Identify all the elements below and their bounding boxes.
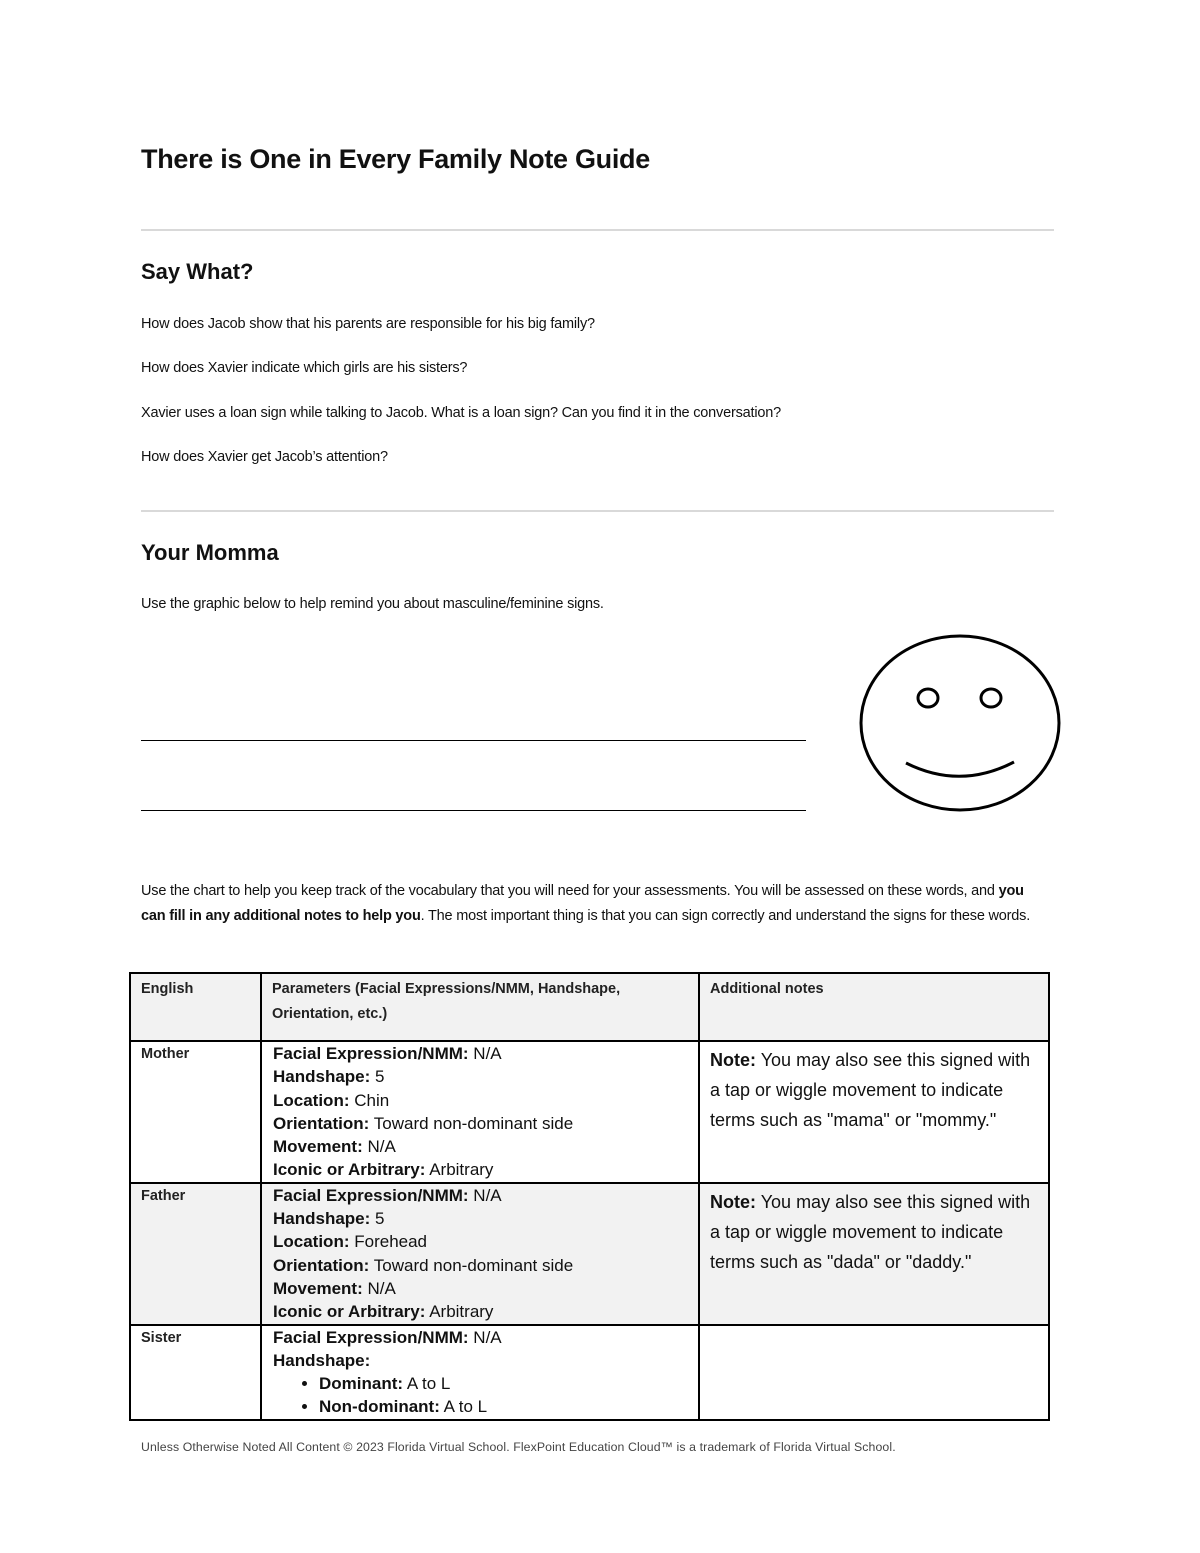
smiley-face-icon — [850, 630, 1070, 820]
column-header-parameters: Parameters (Facial Expressions/NMM, Handshape, Orientation, etc.) — [261, 973, 699, 1041]
table-header-row — [130, 973, 1049, 1041]
column-header-notes: Additional notes — [699, 973, 1049, 1041]
chart-instructions: Use the chart to help you keep track of the vocabulary that you will need for your assessments. You will be assessed on these words, and you can fill in any additional notes to help you. The most important thing is that you can sign correctly and understand the signs for these words. — [141, 883, 1031, 924]
answer-line — [141, 810, 806, 811]
notes-cell — [699, 1325, 1049, 1420]
page-title: There is One in Every Family Note Guide — [141, 144, 650, 174]
parameters-cell: Facial Expression/NMM: N/A Handshape: 5 Location: Forehead Orientation: Toward non-dominant side Movement: N/A Iconic or Arbitrary: Arbitrary — [261, 1183, 699, 1325]
question-1: How does Jacob show that his parents are responsible for his big family? — [141, 316, 595, 332]
question-4: How does Xavier get Jacob’s attention? — [141, 449, 388, 465]
list-item: • Non-dominant: A to L — [319, 1395, 698, 1418]
divider — [141, 510, 1054, 512]
table-row-father — [130, 1183, 1049, 1325]
copyright-footer: Unless Otherwise Noted All Content © 2023 Florida Virtual School. FlexPoint Education Cloud™ is a trademark of Florida Virtual School. — [141, 1440, 896, 1454]
table-row-sister — [130, 1325, 1049, 1420]
answer-line — [141, 740, 806, 741]
vocabulary-table — [129, 972, 1050, 1421]
graphic-instruction: Use the graphic below to help remind you about masculine/feminine signs. — [141, 596, 604, 612]
section-heading-your-momma: Your Momma — [141, 540, 279, 565]
section-heading-say-what: Say What? — [141, 259, 254, 284]
notes-cell: Note: You may also see this signed with a tap or wiggle movement to indicate terms such as "dada" or "daddy." — [699, 1183, 1049, 1325]
list-item: • Dominant: A to L — [319, 1372, 698, 1395]
question-3: Xavier uses a loan sign while talking to Jacob. What is a loan sign? Can you find it in the conversation? — [141, 405, 781, 421]
english-word: Sister — [130, 1325, 261, 1420]
divider — [141, 229, 1054, 231]
english-word: Father — [130, 1183, 261, 1325]
table-row-mother — [130, 1041, 1049, 1183]
english-word: Mother — [130, 1041, 261, 1183]
notes-cell: Note: You may also see this signed with a tap or wiggle movement to indicate terms such as "mama" or "mommy." — [699, 1041, 1049, 1183]
column-header-english: English — [130, 973, 261, 1041]
parameters-cell: Facial Expression/NMM: N/A Handshape: • Dominant: A to L • Non-dominant: A to L — [261, 1325, 699, 1420]
question-2: How does Xavier indicate which girls are his sisters? — [141, 360, 468, 376]
parameters-cell: Facial Expression/NMM: N/A Handshape: 5 Location: Chin Orientation: Toward non-dominant side Movement: N/A Iconic or Arbitrary: Arbitrary — [261, 1041, 699, 1183]
